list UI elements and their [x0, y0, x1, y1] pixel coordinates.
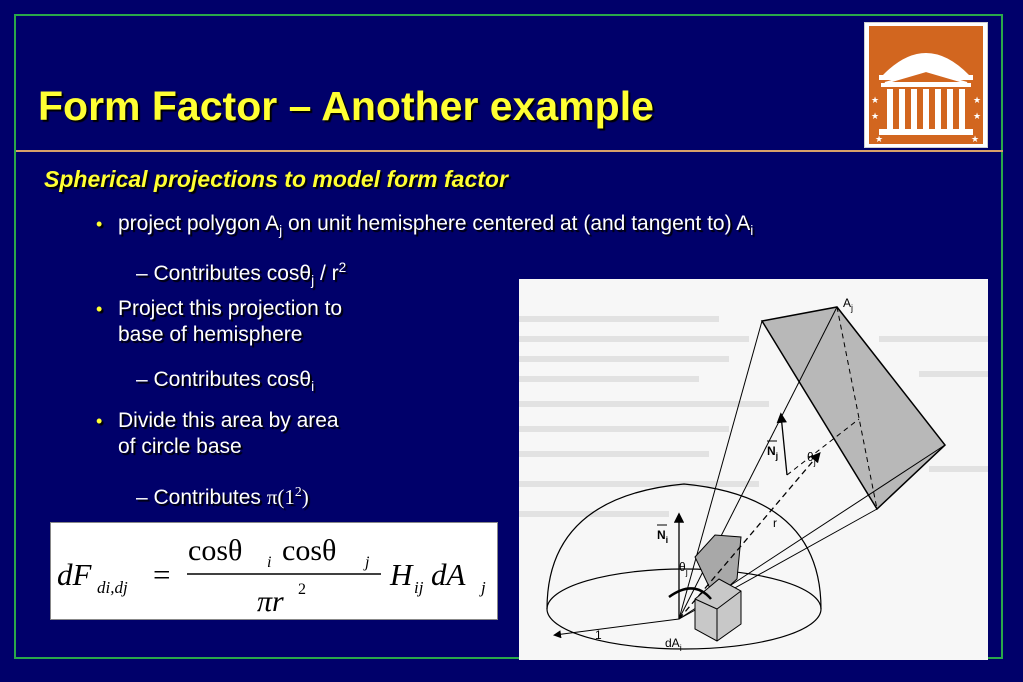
formula-lhs: dF [57, 557, 92, 592]
sub-bullet-text: ) [301, 485, 309, 509]
subscript: j [279, 223, 283, 239]
bullet-project-to-base [118, 296, 342, 348]
svg-text:★: ★ [871, 96, 880, 106]
svg-text:★: ★ [971, 135, 980, 145]
bullet-divide-area [118, 408, 339, 460]
bullet-text: project polygon A [118, 212, 280, 235]
hemisphere-projection-diagram [519, 279, 988, 660]
bullet-text: on unit hemisphere centered at (and tangent to) A [282, 212, 751, 235]
base-projection [695, 579, 741, 641]
bullet-line: Divide this area by area [118, 409, 339, 432]
pi-symbol: π(1 [266, 485, 295, 509]
sub-bullet-cos-theta-i [136, 367, 314, 400]
theta-symbol: θ [299, 368, 312, 391]
label-ni: $N_i$ [657, 528, 669, 545]
bullet-project-polygon [118, 211, 753, 244]
label-dai: $dA_i$ [665, 636, 682, 653]
formula-numerator-cos-j: cosθ [282, 534, 337, 567]
form-factor-formula [50, 522, 498, 620]
label-theta-j-lower: $\theta_j$ [679, 560, 688, 577]
formula-lhs-subscript: di,dj [97, 578, 128, 597]
slide-title: Form Factor – Another example [38, 83, 654, 129]
label-r: r [773, 516, 777, 530]
formula-da: dA [431, 557, 466, 592]
sub-bullet-text: – Contributes [136, 486, 267, 509]
subscript: i [750, 223, 754, 239]
sub-bullet-text: – Contributes cos [136, 368, 300, 391]
sub-bullet-cos-theta-j [136, 255, 346, 294]
svg-text:★: ★ [875, 135, 884, 145]
formula-denominator-sup: 2 [298, 581, 306, 598]
label-theta-j-upper: $\theta_j$ [807, 450, 816, 467]
bullet-line: of circle base [118, 435, 242, 458]
subscript: j [311, 273, 315, 289]
label-nj: $N_j$ [767, 444, 779, 461]
superscript: 2 [294, 484, 302, 499]
superscript: 2 [338, 260, 347, 275]
label-aj: $A_j$ [843, 296, 854, 313]
title-divider [16, 150, 1003, 152]
theta-symbol: θ [299, 262, 312, 285]
sub-bullet-pi [136, 479, 309, 511]
sub-bullet-text: – Contributes cos [136, 262, 300, 285]
subscript: i [311, 379, 315, 395]
bullet-line: Project this projection to [118, 297, 343, 320]
label-one: 1 [595, 628, 602, 642]
university-logo [864, 22, 988, 148]
bullet-marker: • [96, 299, 103, 319]
formula-h: H [390, 557, 413, 592]
bullet-marker: • [96, 214, 103, 234]
bullet-marker: • [96, 411, 103, 431]
slide-subtitle: Spherical projections to model form factor [44, 166, 508, 192]
sub-bullet-text: / r [314, 262, 339, 285]
bullet-line: base of hemisphere [118, 323, 303, 346]
formula-sub-j: j [365, 554, 370, 571]
formula-numerator-cos-i: cosθ [188, 534, 243, 567]
formula-da-subscript: j [481, 578, 486, 597]
svg-text:★: ★ [973, 96, 982, 106]
svg-text:★: ★ [871, 112, 880, 122]
formula-equals: = [153, 557, 171, 592]
formula-sub-i: i [267, 554, 272, 571]
formula-denominator: πr [257, 585, 284, 618]
formula-h-subscript: ij [414, 578, 424, 597]
svg-text:★: ★ [973, 112, 982, 122]
